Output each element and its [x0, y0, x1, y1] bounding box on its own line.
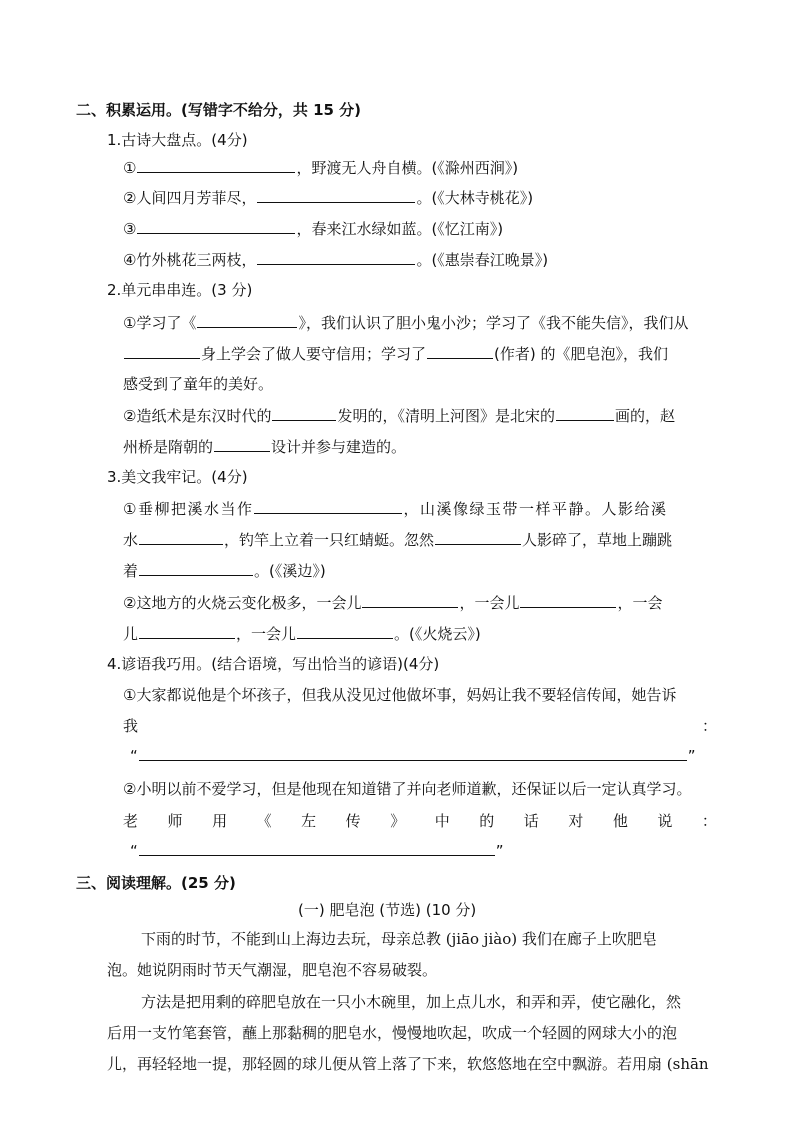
answer-blank[interactable] — [435, 529, 521, 545]
answer-blank[interactable] — [362, 592, 458, 608]
answer-blank[interactable] — [139, 623, 235, 639]
passage-line: 儿，再轻轻地一提，那轻圆的球儿便从管上落了下来，软悠悠地在空中飘游。若用扇 (shān — [107, 1055, 709, 1073]
question-title: 2.单元串串连。(3 分) — [107, 281, 253, 299]
answer-blank[interactable] — [556, 405, 614, 421]
answer-blank[interactable] — [139, 745, 687, 761]
poem-line-1: ① ，野渡无人舟自横。(《滁州西涧》) — [123, 159, 519, 177]
q4-answer-line-1: “ ” — [130, 747, 696, 765]
q4-answer-line-2: “ ” — [130, 842, 504, 860]
answer-blank[interactable] — [139, 840, 495, 856]
q3-line-4: ②这地方的火烧云变化极多，一会儿 ，一会儿 ，一会 — [123, 594, 663, 612]
poem-line-4: ④竹外桃花三两枝， 。(《惠崇春江晚景》) — [123, 251, 549, 269]
answer-blank[interactable] — [197, 312, 297, 328]
answer-blank[interactable] — [427, 343, 493, 359]
q2-line-4: ②造纸术是东汉时代的 发明的，《清明上河图》是北宋的 画的，赵 — [123, 407, 675, 425]
question-title: 1.古诗大盘点。(4分) — [107, 131, 248, 149]
answer-blank[interactable] — [257, 187, 415, 203]
answer-blank[interactable] — [139, 529, 223, 545]
q2-line-2: 身上学会了做人要守信用；学习了 (作者) 的《肥皂泡》，我们 — [123, 343, 668, 364]
q3-line-3: 着 。(《溪边》) — [123, 562, 326, 580]
q2-line-5: 州桥是隋朝的 设计并参与建造的。 — [123, 438, 407, 456]
question-title: 3.美文我牢记。(4分) — [107, 468, 248, 486]
q4-line-4: ②小明以前不爱学习，但是他现在知道错了并向老师道歉，还保证以后一定认真学习。 — [123, 780, 692, 798]
answer-blank[interactable] — [272, 405, 336, 421]
passage-line: 下雨的时节，不能到山上海边去玩，母亲总教 (jiāo jiào) 我们在廊子上吹肥皂 — [141, 930, 657, 948]
section-heading: 二、积累运用。(写错字不给分，共 15 分) — [76, 101, 362, 119]
q2-line-1: ①学习了《 》，我们认识了胆小鬼小沙；学习了《我不能失信》，我们从 — [123, 314, 689, 332]
poem-line-3: ③ ，春来江水绿如蓝。(《忆江南》) — [123, 220, 504, 238]
answer-blank[interactable] — [124, 343, 200, 359]
answer-blank[interactable] — [139, 560, 253, 576]
q4-line-5: 老 师 用 《 左 传 》 中 的 话 对 他 说 ： — [123, 812, 717, 830]
poem-line-2: ②人间四月芳菲尽， 。(《大林寺桃花》) — [123, 189, 534, 207]
answer-blank[interactable] — [137, 218, 295, 234]
passage-line: 方法是把用剩的碎肥皂放在一只小木碗里，加上点儿水，和弄和弄，使它融化，然 — [141, 993, 682, 1011]
section-heading: 三、阅读理解。(25 分) — [76, 874, 236, 892]
q4-line-1: ①大家都说他是个坏孩子，但我从没见过他做坏事，妈妈让我不要轻信传闻，她告诉 — [123, 686, 677, 704]
answer-blank[interactable] — [254, 498, 402, 514]
passage-title: (一) 肥皂泡 (节选) (10 分) — [298, 901, 477, 919]
q2-line-3: 感受到了童年的美好。 — [123, 375, 274, 393]
question-title: 4.谚语我巧用。(结合语境，写出恰当的谚语)(4分) — [107, 655, 440, 673]
passage-line: 后用一支竹笔套管，蘸上那黏稠的肥皂水，慢慢地吹起，吹成一个轻圆的网球大小的泡 — [107, 1024, 678, 1042]
q3-line-2: 水 ，钓竿上立着一只红蜻蜓。忽然 人影碎了，草地上蹦跳 — [123, 531, 673, 549]
passage-line: 泡。她说阴雨时节天气潮湿，肥皂泡不容易破裂。 — [107, 961, 438, 979]
answer-blank[interactable] — [257, 249, 415, 265]
answer-blank[interactable] — [137, 157, 295, 173]
answer-blank[interactable] — [214, 436, 270, 452]
q3-line-1: ①垂柳把溪水当作 ，山溪像绿玉带一样平静。人影给溪 — [123, 500, 668, 518]
answer-blank[interactable] — [520, 592, 616, 608]
q4-line-2: 我 ： — [123, 717, 717, 735]
answer-blank[interactable] — [297, 623, 393, 639]
q3-line-5: 儿 ，一会儿 。(《火烧云》) — [123, 625, 481, 643]
